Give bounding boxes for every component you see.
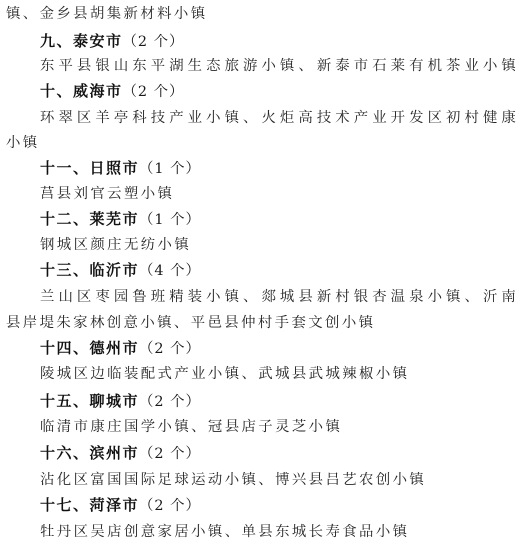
section-heading xyxy=(0,258,527,282)
text-line: 钢城区颜庄无纺小镇 xyxy=(40,237,192,253)
section-heading xyxy=(0,336,527,360)
text-line: 陵城区边临装配式产业小镇、武城县武城辣椒小镇 xyxy=(40,366,410,382)
heading-city: 临沂市 xyxy=(89,261,140,279)
text-line: 小镇 xyxy=(6,135,40,151)
heading-city: 莱芜市 xyxy=(89,210,140,228)
section-heading xyxy=(0,389,527,413)
heading-city: 德州市 xyxy=(89,339,140,357)
text-line: 环翠区羊亭科技产业小镇、火炬高技术产业开发区初村健康 xyxy=(40,110,517,126)
heading-city: 泰安市 xyxy=(73,32,123,50)
heading-count: （2 个） xyxy=(139,341,201,357)
section-heading xyxy=(0,156,527,180)
heading-number: 十一、 xyxy=(40,159,90,177)
heading-city: 菏泽市 xyxy=(89,496,140,514)
text-line: 莒县刘官云塑小镇 xyxy=(40,186,175,202)
section-heading xyxy=(0,493,527,517)
heading-count: （2 个） xyxy=(122,84,185,100)
heading-count: （1 个） xyxy=(139,161,201,177)
section-heading xyxy=(0,79,527,103)
text-line: 沾化区富国国际足球运动小镇、博兴县吕艺农创小镇 xyxy=(40,472,427,488)
heading-count: （2 个） xyxy=(122,34,185,50)
text-line: 临清市康庄国学小镇、冠县店子灵芝小镇 xyxy=(40,419,343,435)
section-heading xyxy=(0,441,527,465)
heading-number: 十二、 xyxy=(40,210,90,228)
heading-count: （1 个） xyxy=(139,212,201,228)
heading-city: 聊城市 xyxy=(89,392,140,410)
heading-city: 威海市 xyxy=(73,82,123,100)
heading-number: 十四、 xyxy=(40,339,90,357)
heading-number: 十、 xyxy=(40,82,74,100)
heading-city: 日照市 xyxy=(89,159,140,177)
heading-number: 九、 xyxy=(40,32,74,50)
heading-number: 十六、 xyxy=(40,444,90,462)
text-line: 镇、金乡县胡集新材料小镇 xyxy=(6,6,208,22)
section-heading xyxy=(0,207,527,231)
heading-count: （2 个） xyxy=(139,498,201,514)
text-line: 东平县银山东平湖生态旅游小镇、新泰市石莱有机茶业小镇 xyxy=(40,58,517,74)
heading-number: 十三、 xyxy=(40,261,90,279)
heading-count: （2 个） xyxy=(139,394,201,410)
heading-city: 滨州市 xyxy=(89,444,140,462)
text-line: 牡丹区吴店创意家居小镇、单县东城长寿食品小镇 xyxy=(40,524,410,540)
text-line: 县岸堤朱家林创意小镇、平邑县仲村手套文创小镇 xyxy=(6,315,376,331)
text-line: 兰山区枣园鲁班精装小镇、郯城县新村银杏温泉小镇、沂南 xyxy=(40,289,517,305)
heading-count: （4 个） xyxy=(139,263,201,279)
heading-count: （2 个） xyxy=(139,446,201,462)
heading-number: 十五、 xyxy=(40,392,90,410)
heading-number: 十七、 xyxy=(40,496,90,514)
section-heading xyxy=(0,29,527,53)
